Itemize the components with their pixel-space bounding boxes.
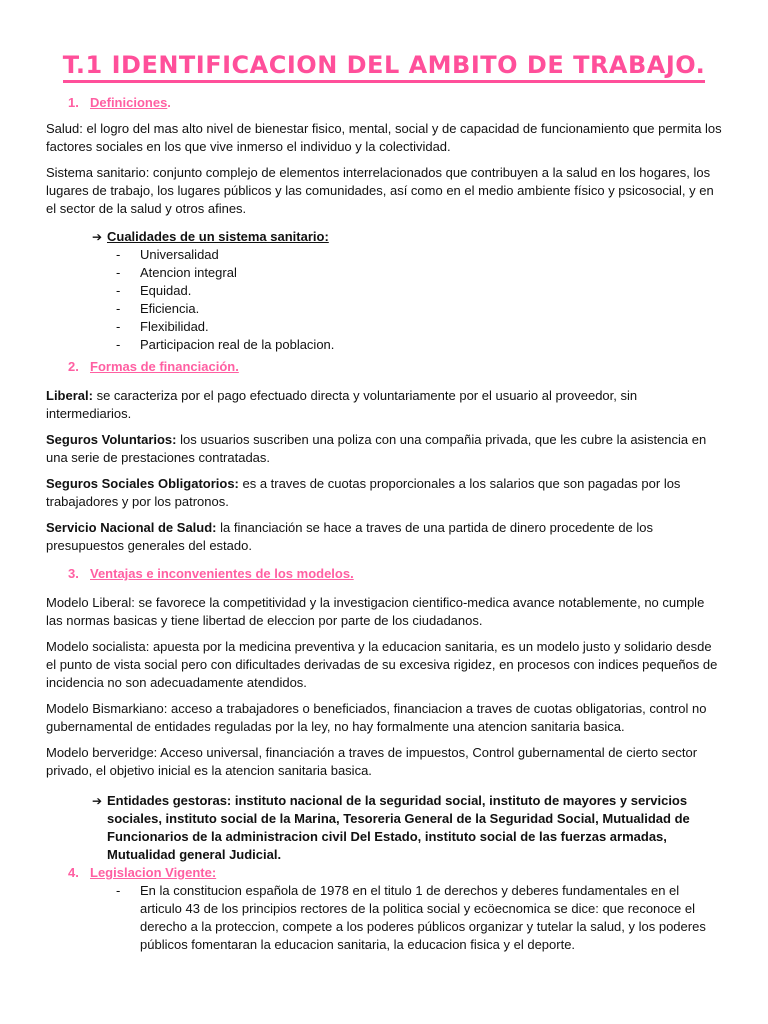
section-heading-ventajas: 3. Ventajas e inconvenientes de los modelos.: [68, 566, 354, 581]
definition-salud: Salud: el logro del mas alto nivel de bienestar fisico, mental, social y de capacidad de funcionamiento que permita los factores sociales en los que vive inmerso el individuo y la colectividad.: [46, 121, 722, 154]
financiacion-seguros-voluntarios: Seguros Voluntarios: los usuarios suscriben una poliza con una compañia privada, que les cubre la asistencia en una serie de prestaciones contratadas.: [46, 432, 707, 465]
modelo-berveridge: Modelo berveridge: Acceso universal, financiación a traves de impuestos, Control gubernamental de cierto sector privado, el objetivo inicial es la atencion sanitaria basica.: [46, 745, 698, 778]
section-heading-financiacion: 2. Formas de financiación.: [68, 359, 239, 374]
list-item: - En la constitucion española de 1978 en el titulo 1 de derechos y deberes fundamentales en el articulo 43 de los principios rectores de la politica social y ecöecnomica se dice: que reconoce el derecho a la proteccion, compete a los poderes públicos organizar y tutelar la salud, y los poderes públicos fomentaran la educacion sanitaria, la educacion fisica y el deporte.: [116, 883, 706, 952]
modelo-socialista: Modelo socialista: apuesta por la medicina preventiva y la educacion sanitaria, es un modelo justo y solidario desde el punto de vista social pero con dificultades derivadas de su excesiva rigidez, en procesos con indices pequeños de incidencia no son adecuadamente atendidos.: [46, 639, 718, 690]
entidades-gestoras: ➔ Entidades gestoras: instituto nacional de la seguridad social, instituto de mayores y servicios sociales, instituto social de la Marina, Tesoreria General de la Seguridad Social, Mutualidad de Funcionarios de la administracion civil Del Estado, instituto social de las fuerzas armadas, Mutualidad general Judicial.: [92, 793, 690, 862]
list-item: - Universalidad: [116, 247, 219, 262]
financiacion-servicio-nacional: Servicio Nacional de Salud: la financiación se hace a traves de una partida de dinero procedente de los presupuestos generales del estado.: [46, 520, 654, 553]
modelo-liberal: Modelo Liberal: se favorece la competitividad y la investigacion cientifico-medica avance notablemente, no cumple las normas basicas y tiene libertad de eleccion por parte de los ciudadanos.: [46, 595, 705, 628]
financiacion-liberal: Liberal: se caracteriza por el pago efectuado directa y voluntariamente por el usuario al proveedor, sin intermediarios.: [46, 388, 638, 421]
page-title: T.1 IDENTIFICACION DEL AMBITO DE TRABAJO.: [46, 50, 722, 80]
definition-sistema-sanitario: Sistema sanitario: conjunto complejo de elementos interrelacionados que contribuyen a la salud en los hogares, los lugares de trabajo, los lugares públicos y las comunidades, así como en el medio ambiente físico y psicosocial, y en el sector de la salud y otros afines.: [46, 165, 714, 216]
legislacion-list: [46, 882, 722, 954]
list-item: - Equidad.: [116, 283, 192, 298]
section-heading-definiciones: 1. Definiciones.: [68, 95, 171, 110]
cualidades-heading: ➔ Cualidades de un sistema sanitario:: [92, 229, 329, 244]
modelo-bismarkiano: Modelo Bismarkiano: acceso a trabajadores o beneficiados, financiacion a traves de cuotas obligatorias, control no gubernamental de entidades reguladas por la ley, no hay formalmente una atencion sanitaria basica.: [46, 701, 707, 734]
cualidades-list: [46, 246, 722, 354]
arrow-right-icon: ➔: [92, 230, 103, 244]
section-heading-legislacion: 4. Legislacion Vigente:: [68, 865, 217, 880]
list-item: - Participacion real de la poblacion.: [116, 337, 335, 352]
financiacion-seguros-obligatorios: Seguros Sociales Obligatorios: es a traves de cuotas proporcionales a los salarios que son pagadas por los trabajadores y por los patronos.: [46, 476, 681, 509]
list-item: - Atencion integral: [116, 265, 237, 280]
arrow-right-icon: ➔: [92, 794, 103, 808]
list-item: - Flexibilidad.: [116, 319, 209, 334]
list-item: - Eficiencia.: [116, 301, 200, 316]
